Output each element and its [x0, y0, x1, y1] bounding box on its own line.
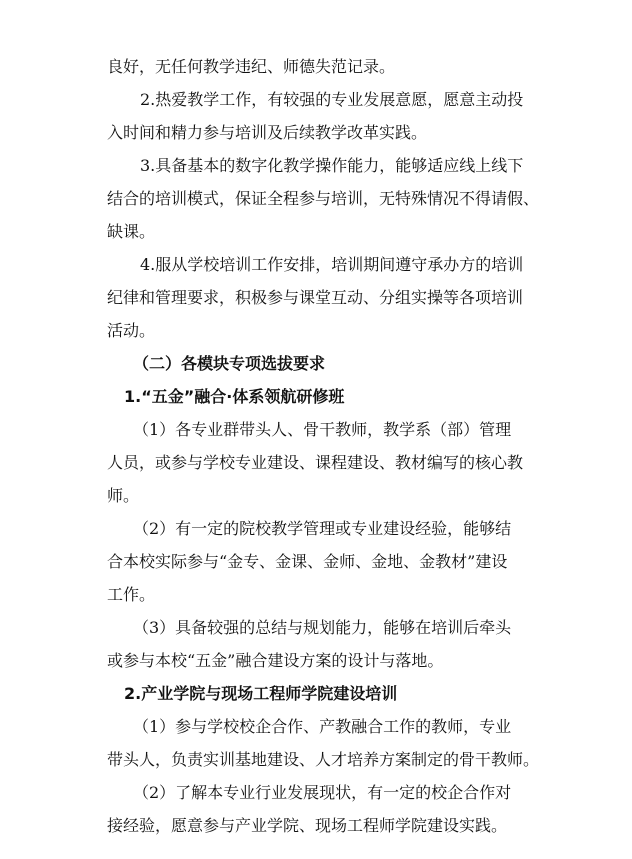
paragraph-line: 接经验，愿意参与产业学院、现场工程师学院建设实践。	[107, 816, 508, 835]
paragraph-line: 师。	[107, 486, 140, 505]
paragraph-line: （2）了解本专业行业发展现状，有一定的校企合作对	[133, 783, 512, 802]
paragraph-line: 缺课。	[107, 222, 156, 241]
paragraph-line: （1）各专业群带头人、骨干教师，教学系（部）管理	[133, 420, 512, 439]
paragraph-line: 活动。	[107, 321, 156, 340]
paragraph-line: （3）具备较强的总结与规划能力，能够在培训后牵头	[133, 618, 512, 637]
paragraph-line: 4.服从学校培训工作安排，培训期间遵守承办方的培训	[140, 255, 524, 274]
paragraph-line: 2.热爱教学工作，有较强的专业发展意愿，愿意主动投	[140, 90, 524, 109]
paragraph-line: 结合的培训模式，保证全程参与培训，无特殊情况不得请假、	[107, 189, 540, 208]
paragraph-line: 合本校实际参与“金专、金课、金师、金地、金教材”建设	[107, 552, 508, 571]
paragraph-line: 3.具备基本的数字化教学操作能力，能够适应线上线下	[140, 156, 524, 175]
subsection-heading: 1.“五金”融合·体系领航研修班	[124, 387, 345, 406]
paragraph-line: 纪律和管理要求，积极参与课堂互动、分组实操等各项培训	[107, 288, 524, 307]
paragraph-line: （1）参与学校校企合作、产教融合工作的教师，专业	[133, 717, 512, 736]
paragraph-line: 带头人，负责实训基地建设、人才培养方案制定的骨干教师。	[107, 750, 540, 769]
paragraph-line: 或参与本校“五金”融合建设方案的设计与落地。	[107, 651, 444, 670]
section-heading: （二）各模块专项选拔要求	[133, 354, 326, 373]
paragraph-line: 工作。	[107, 585, 156, 604]
paragraph-line: 人员，或参与学校专业建设、课程建设、教材编写的核心教	[107, 453, 524, 472]
paragraph-line: 入时间和精力参与培训及后续教学改革实践。	[107, 123, 428, 142]
paragraph-line: （2）有一定的院校教学管理或专业建设经验，能够结	[133, 519, 512, 538]
paragraph-line: 良好，无任何教学违纪、师德失范记录。	[107, 57, 396, 76]
subsection-heading: 2.产业学院与现场工程师学院建设培训	[124, 684, 398, 703]
